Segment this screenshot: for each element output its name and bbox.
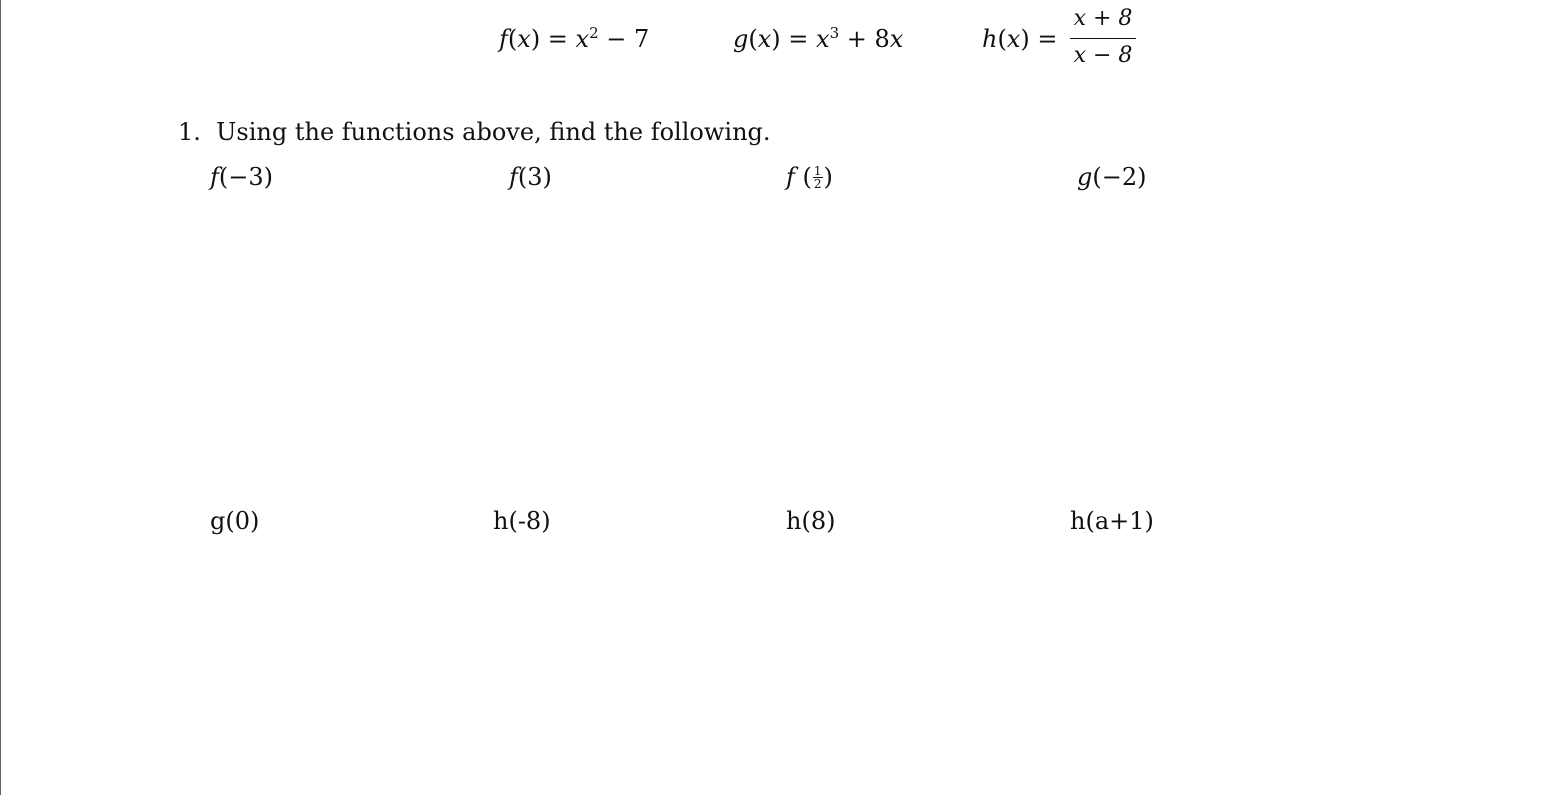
item-h-a-plus-1: h(a+1) — [1070, 507, 1154, 535]
item-f-half-denominator: 2 — [813, 177, 822, 191]
def-f-tail: − 7 — [598, 25, 650, 53]
item-f-3-arg: (3) — [517, 163, 552, 191]
item-h-8: h(8) — [786, 507, 836, 535]
item-f-3-fn: f — [509, 163, 518, 191]
item-f-3 — [509, 165, 552, 189]
question-1 — [178, 120, 771, 144]
def-h-denominator: x − 8 — [1073, 43, 1133, 68]
definition-g: $g(x) = x^3 + 8x$ — [733, 24, 904, 53]
def-f-var: x — [575, 25, 590, 53]
item-f-neg3-arg: (−3) — [218, 163, 273, 191]
item-g-0: g(0) — [210, 507, 260, 535]
item-g-neg2-fn: g — [1077, 163, 1093, 191]
item-h-neg8: h(-8) — [493, 507, 551, 535]
question-text: Using the functions above, find the following. — [216, 118, 771, 146]
item-f-neg3-fn: f — [210, 163, 219, 191]
definition-f: $f(x) = x^2 - 7$ — [499, 24, 650, 53]
item-f-half-fraction — [813, 165, 823, 190]
question-number: 1. — [178, 118, 201, 146]
def-f-arg: x — [517, 25, 531, 53]
def-g-arg: x — [757, 25, 772, 53]
def-f-exponent: 2 — [589, 24, 599, 42]
def-f-name: f — [499, 25, 508, 53]
def-h-name: h — [982, 25, 998, 53]
item-f-half-numerator: 1 — [813, 164, 822, 178]
item-g-neg2 — [1077, 165, 1146, 189]
def-g-var: x — [816, 25, 830, 53]
item-f-half-fn: f — [786, 163, 795, 191]
item-f-neg3 — [210, 165, 273, 189]
left-margin-rule — [0, 0, 1, 795]
def-g-name: g — [733, 25, 749, 53]
definition-h: h(x) = — [982, 25, 1058, 53]
def-h-numerator: x + 8 — [1073, 6, 1133, 31]
item-g-neg2-arg: (−2) — [1092, 163, 1147, 191]
def-h-fraction-bar — [1070, 38, 1136, 39]
item-f-half: f ( $\frac{1}{2}$ ) — [786, 163, 833, 191]
def-g-tail-var: x — [889, 25, 904, 53]
def-g-exponent: 3 — [829, 24, 840, 42]
def-h-arg: x — [1006, 25, 1021, 53]
def-g-tail: + 8 — [839, 25, 890, 53]
